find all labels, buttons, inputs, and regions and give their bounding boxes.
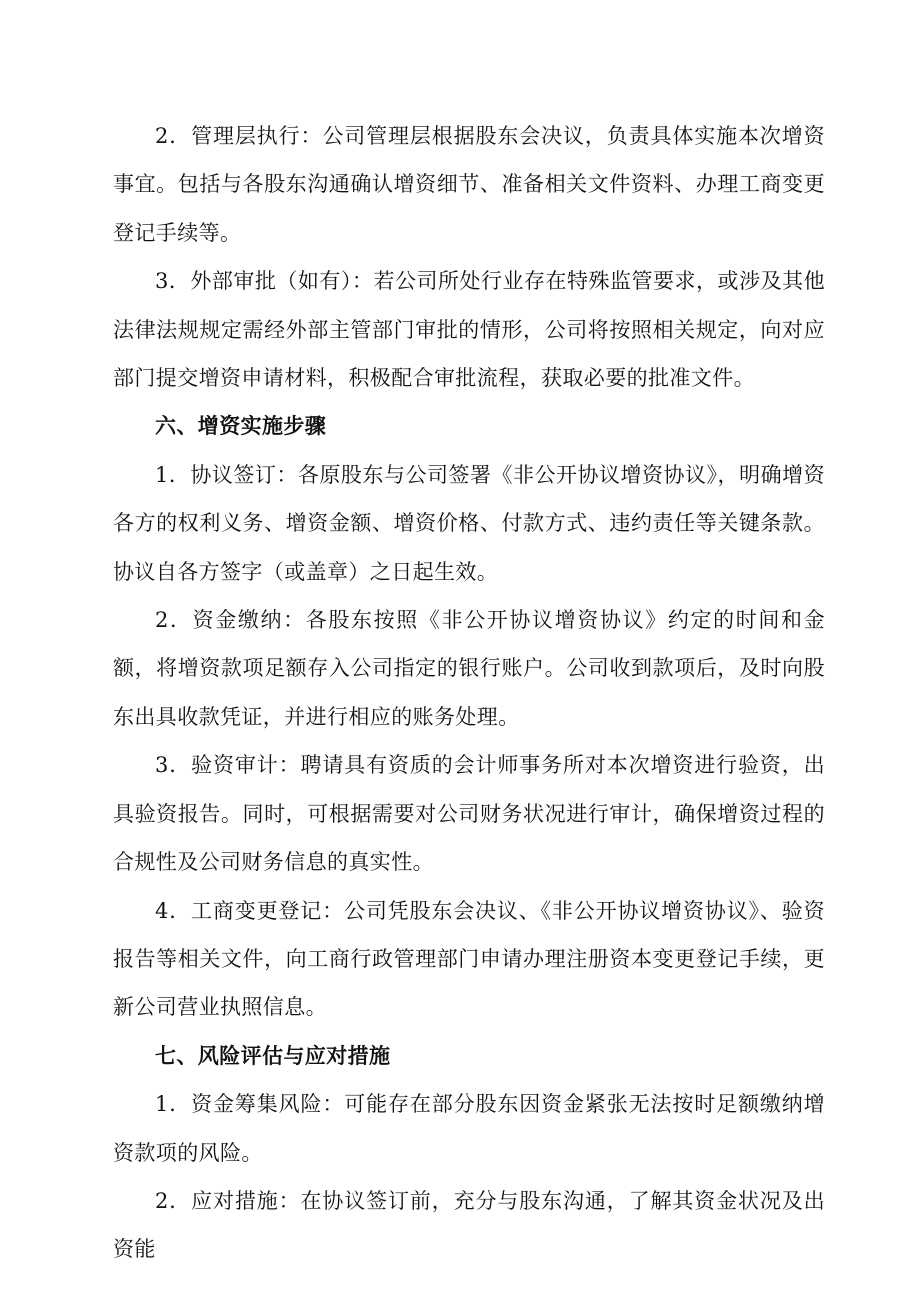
paragraph-countermeasures: 2．应对措施：在协议签订前，充分与股东沟通，了解其资金状况及出资能 (113, 1188, 825, 1262)
paragraph-management-execution: 2．管理层执行：公司管理层根据股东会决议，负责具体实施本次增资事宜。包括与各股东沟通确认增资细节、准备相关文件资料、办理工商变更登记手续等。 (113, 124, 825, 245)
section-heading-risk-assessment: 七、风险评估与应对措施 (155, 1043, 391, 1068)
paragraph-business-registration: 4．工商变更登记：公司凭股东会决议、《非公开协议增资协议》、验资报告等相关文件，向工商行政管理部门申请办理注册资本变更登记手续，更新公司营业执照信息。 (113, 898, 825, 1020)
section-heading-implementation-steps: 六、增资实施步骤 (155, 414, 327, 439)
paragraph-agreement-signing: 1．协议签订：各原股东与公司签署《非公开协议增资协议》，明确增资各方的权利义务、增资金额、增资价格、付款方式、违约责任等关键条款。协议自各方签字（或盖章）之日起生效。 (113, 462, 825, 584)
paragraph-external-approval: 3．外部审批（如有）：若公司所处行业存在特殊监管要求，或涉及其他法律法规规定需经外部主管部门审批的情形，公司将按照相关规定，向对应部门提交增资申请材料，积极配合审批流程，获取必要的批准文件。 (113, 269, 825, 391)
document-body (113, 112, 825, 1274)
paragraph-capital-verification: 3．验资审计：聘请具有资质的会计师事务所对本次增资进行验资，出具验资报告。同时，可根据需要对公司财务状况进行审计，确保增资过程的合规性及公司财务信息的真实性。 (113, 753, 825, 875)
paragraph-funding-risk: 1．资金筹集风险：可能存在部分股东因资金紧张无法按时足额缴纳增资款项的风险。 (113, 1092, 825, 1165)
paragraph-capital-payment: 2．资金缴纳：各股东按照《非公开协议增资协议》约定的时间和金额，将增资款项足额存入公司指定的银行账户。公司收到款项后，及时向股东出具收款凭证，并进行相应的账务处理。 (113, 608, 825, 729)
